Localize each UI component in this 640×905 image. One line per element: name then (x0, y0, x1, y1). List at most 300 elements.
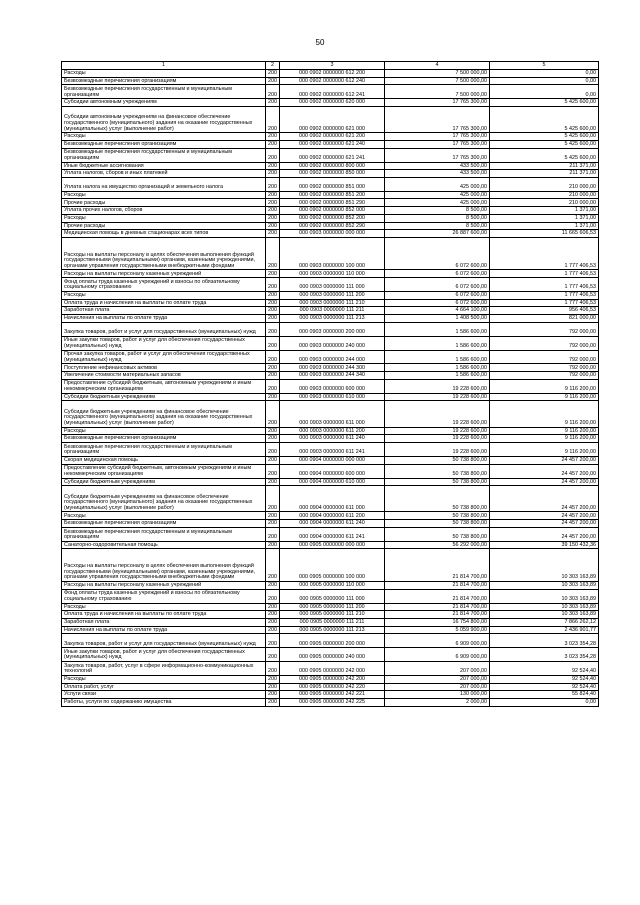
row-executed-amount: 792 000,00 (490, 364, 599, 372)
row-approved-amount: 16 754 800,00 (385, 618, 490, 626)
row-admin-code: 200 (266, 675, 280, 683)
table-row (62, 549, 599, 582)
row-budget-code: 000 0905 0000000 242 200 (280, 675, 385, 683)
row-executed-amount: 9 116 200,00 (490, 443, 599, 457)
row-budget-code: 000 0903 0000000 244 340 (280, 372, 385, 380)
row-budget-code: 000 0902 0000000 851 200 (280, 191, 385, 199)
row-name: Начисления на выплаты по оплате труда (62, 626, 266, 634)
row-admin-code: 200 (266, 520, 280, 528)
row-budget-code: 000 0903 0000000 111 210 (280, 299, 385, 307)
row-budget-code: 000 0902 0000000 621 240 (280, 140, 385, 148)
row-admin-code: 200 (266, 70, 280, 78)
row-approved-amount: 21 814 700,00 (385, 549, 490, 582)
row-name: Субсидии бюджетным учреждениям на финансовое обеспечение государственного (муниципального) задания на оказание государственных (муниципальных) услуг (выполнение работ) (62, 486, 266, 512)
table-row (62, 291, 599, 299)
row-budget-code: 000 0905 0000000 242 221 (280, 691, 385, 699)
row-admin-code: 200 (266, 527, 280, 541)
row-budget-code: 000 0904 0000000 600 000 (280, 464, 385, 478)
row-name: Санаторно-оздоровительная помощь (62, 541, 266, 549)
table-row (62, 191, 599, 199)
row-admin-code: 200 (266, 85, 280, 99)
row-approved-amount: 6 072 600,00 (385, 291, 490, 299)
row-budget-code: 000 0902 0000000 612 241 (280, 85, 385, 99)
table-row (62, 683, 599, 691)
table-row (62, 364, 599, 372)
row-executed-amount: 7 866 262,12 (490, 618, 599, 626)
row-budget-code: 000 0905 0000000 242 225 (280, 699, 385, 707)
row-name: Расходы (62, 427, 266, 435)
row-approved-amount: 6 909 000,00 (385, 634, 490, 648)
table-row (62, 177, 599, 191)
row-admin-code: 200 (266, 207, 280, 215)
table-row (62, 148, 599, 162)
row-name: Медицинская помощь в дневных стационарах всех типов (62, 230, 266, 238)
row-name: Закупка товаров, работ и услуг для государственных (муниципальных) нужд (62, 322, 266, 336)
table-row (62, 464, 599, 478)
row-executed-amount: 210 000,00 (490, 177, 599, 191)
row-admin-code: 200 (266, 315, 280, 323)
row-budget-code: 000 0905 0000000 111 200 (280, 603, 385, 611)
row-admin-code: 200 (266, 512, 280, 520)
table-row (62, 527, 599, 541)
row-approved-amount: 21 814 700,00 (385, 603, 490, 611)
row-executed-amount: 211 371,00 (490, 162, 599, 170)
row-budget-code: 000 0904 0000000 000 000 (280, 456, 385, 464)
table-row (62, 618, 599, 626)
row-approved-amount: 1 586 600,00 (385, 350, 490, 364)
row-admin-code: 200 (266, 603, 280, 611)
row-approved-amount: 8 500,00 (385, 222, 490, 230)
row-admin-code: 200 (266, 443, 280, 457)
row-budget-code: 000 0902 0000000 852 000 (280, 207, 385, 215)
row-name: Предоставление субсидий бюджетным, автономным учреждениям и иным некоммерческим организациям (62, 464, 266, 478)
row-budget-code: 000 0903 0000000 111 200 (280, 291, 385, 299)
row-executed-amount: 9 116 200,00 (490, 435, 599, 443)
table-row (62, 230, 599, 238)
table-row (62, 589, 599, 603)
row-admin-code: 200 (266, 589, 280, 603)
table-row (62, 611, 599, 619)
row-name: Оплата труда и начисления на выплаты по оплате труда (62, 611, 266, 619)
row-executed-amount: 210 000,00 (490, 199, 599, 207)
row-executed-amount: 1 777 406,53 (490, 278, 599, 292)
row-executed-amount: 24 457 200,00 (490, 512, 599, 520)
row-name: Субсидии бюджетным учреждениям (62, 393, 266, 401)
row-executed-amount: 1 777 406,53 (490, 291, 599, 299)
row-budget-code: 000 0905 0000000 200 000 (280, 634, 385, 648)
row-executed-amount: 5 425 600,00 (490, 148, 599, 162)
table-row (62, 350, 599, 364)
row-executed-amount: 39 150 432,36 (490, 541, 599, 549)
row-executed-amount: 10 303 163,89 (490, 589, 599, 603)
row-executed-amount: 10 303 163,89 (490, 549, 599, 582)
row-name: Закупка товаров, работ и услуг для государственных (муниципальных) нужд (62, 634, 266, 648)
row-approved-amount: 425 000,00 (385, 191, 490, 199)
row-admin-code: 200 (266, 291, 280, 299)
header-col-1: 1 (62, 62, 266, 70)
row-executed-amount: 0,00 (490, 85, 599, 99)
row-approved-amount: 1 586 600,00 (385, 364, 490, 372)
row-name: Расходы (62, 675, 266, 683)
row-approved-amount: 6 072 600,00 (385, 278, 490, 292)
row-executed-amount: 10 303 163,89 (490, 611, 599, 619)
row-budget-code: 000 0902 0000000 612 240 (280, 77, 385, 85)
row-admin-code: 200 (266, 486, 280, 512)
table-row (62, 626, 599, 634)
row-name: Оплата труда и начисления на выплаты по оплате труда (62, 299, 266, 307)
row-budget-code: 000 0902 0000000 620 000 (280, 99, 385, 107)
row-executed-amount: 5 425 600,00 (490, 99, 599, 107)
row-admin-code: 200 (266, 148, 280, 162)
table-row (62, 214, 599, 222)
row-name: Безвозмездные перечисления государственным и муниципальным организациям (62, 148, 266, 162)
row-budget-code: 000 0903 0000000 244 300 (280, 364, 385, 372)
header-col-5: 5 (490, 62, 599, 70)
table-row (62, 541, 599, 549)
table-row (62, 307, 599, 315)
row-approved-amount: 26 887 600,00 (385, 230, 490, 238)
row-name: Расходы на выплаты персоналу казенных учреждений (62, 581, 266, 589)
row-name: Предоставление субсидий бюджетным, автономным учреждениям и иным некоммерческим организациям (62, 379, 266, 393)
row-name: Безвозмездные перечисления государственным и муниципальным организациям (62, 527, 266, 541)
row-executed-amount: 11 665 606,53 (490, 230, 599, 238)
row-name: Иные закупки товаров, работ и услуг для обеспечения государственных (муниципальных) нужд (62, 648, 266, 662)
row-approved-amount: 50 738 800,00 (385, 478, 490, 486)
row-name: Расходы на выплаты персоналу казенных учреждений (62, 270, 266, 278)
table-row (62, 603, 599, 611)
row-name: Безвозмездные перечисления организациям (62, 77, 266, 85)
row-approved-amount: 1 586 600,00 (385, 336, 490, 350)
row-name: Работы, услуги по содержанию имущества (62, 699, 266, 707)
row-executed-amount: 0,00 (490, 699, 599, 707)
table-header-row (62, 62, 599, 70)
table-row (62, 379, 599, 393)
header-col-2: 2 (266, 62, 280, 70)
row-executed-amount: 24 457 200,00 (490, 478, 599, 486)
row-name: Расходы на выплаты персоналу в целях обеспечения выполнения функций государственными (муниципальными) органами, казенными учреждениями, органами управления государственными внебюджетными фондами (62, 549, 266, 582)
row-admin-code: 200 (266, 191, 280, 199)
row-budget-code: 000 0905 0000000 242 000 (280, 662, 385, 676)
row-executed-amount: 1 777 406,53 (490, 270, 599, 278)
row-executed-amount: 9 116 200,00 (490, 427, 599, 435)
table-row (62, 315, 599, 323)
row-admin-code: 200 (266, 237, 280, 270)
row-budget-code: 000 0905 0000000 111 213 (280, 626, 385, 634)
row-approved-amount: 56 292 000,00 (385, 541, 490, 549)
row-approved-amount: 1 586 600,00 (385, 322, 490, 336)
row-budget-code: 000 0903 0000000 611 240 (280, 435, 385, 443)
row-name: Иные бюджетные ассигнования (62, 162, 266, 170)
row-executed-amount: 92 524,40 (490, 683, 599, 691)
row-approved-amount: 433 500,00 (385, 162, 490, 170)
row-admin-code: 200 (266, 379, 280, 393)
table-row (62, 70, 599, 78)
table-row (62, 237, 599, 270)
row-admin-code: 200 (266, 435, 280, 443)
table-row (62, 486, 599, 512)
row-budget-code: 000 0902 0000000 800 000 (280, 162, 385, 170)
row-executed-amount: 1 371,00 (490, 214, 599, 222)
row-approved-amount: 17 765 300,00 (385, 106, 490, 132)
row-budget-code: 000 0904 0000000 610 000 (280, 478, 385, 486)
row-name: Начисления на выплаты по оплате труда (62, 315, 266, 323)
row-budget-code: 000 0903 0000000 110 000 (280, 270, 385, 278)
row-executed-amount: 24 457 200,00 (490, 464, 599, 478)
row-approved-amount: 17 765 300,00 (385, 140, 490, 148)
row-admin-code: 200 (266, 322, 280, 336)
row-budget-code: 000 0903 0000000 611 000 (280, 401, 385, 427)
row-name: Прочие расходы (62, 199, 266, 207)
row-approved-amount: 207 000,00 (385, 683, 490, 691)
row-executed-amount: 792 000,00 (490, 336, 599, 350)
row-approved-amount: 21 814 700,00 (385, 611, 490, 619)
row-admin-code: 200 (266, 77, 280, 85)
row-name: Расходы (62, 603, 266, 611)
row-executed-amount: 9 116 200,00 (490, 401, 599, 427)
row-approved-amount: 130 000,00 (385, 691, 490, 699)
row-budget-code: 000 0902 0000000 851 000 (280, 177, 385, 191)
row-budget-code: 000 0903 0000000 000 000 (280, 230, 385, 238)
row-budget-code: 000 0903 0000000 200 000 (280, 322, 385, 336)
table-row (62, 427, 599, 435)
row-name: Заработная плата (62, 618, 266, 626)
row-name: Безвозмездные перечисления организациям (62, 435, 266, 443)
row-admin-code: 200 (266, 464, 280, 478)
row-approved-amount: 7 500 000,00 (385, 70, 490, 78)
row-admin-code: 200 (266, 618, 280, 626)
row-approved-amount: 8 500,00 (385, 214, 490, 222)
row-admin-code: 200 (266, 364, 280, 372)
row-name: Уплата прочих налогов, сборов (62, 207, 266, 215)
row-executed-amount: 210 000,00 (490, 191, 599, 199)
row-approved-amount: 50 738 800,00 (385, 512, 490, 520)
row-budget-code: 000 0903 0000000 111 213 (280, 315, 385, 323)
table-row (62, 299, 599, 307)
row-budget-code: 000 0902 0000000 851 290 (280, 199, 385, 207)
row-budget-code: 000 0905 0000000 242 220 (280, 683, 385, 691)
table-row (62, 435, 599, 443)
row-executed-amount: 792 000,00 (490, 372, 599, 380)
row-name: Увеличение стоимости материальных запасов (62, 372, 266, 380)
row-admin-code: 200 (266, 541, 280, 549)
table-row (62, 278, 599, 292)
table-row (62, 520, 599, 528)
row-approved-amount: 5 059 900,00 (385, 626, 490, 634)
row-executed-amount: 1 371,00 (490, 222, 599, 230)
table-row (62, 456, 599, 464)
row-admin-code: 200 (266, 372, 280, 380)
row-approved-amount: 21 814 700,00 (385, 581, 490, 589)
table-row (62, 85, 599, 99)
row-name: Безвозмездные перечисления организациям (62, 520, 266, 528)
row-name: Расходы (62, 133, 266, 141)
row-admin-code: 200 (266, 106, 280, 132)
row-approved-amount: 6 072 600,00 (385, 270, 490, 278)
row-executed-amount: 2 436 901,77 (490, 626, 599, 634)
row-budget-code: 000 0905 0000000 000 000 (280, 541, 385, 549)
table-row (62, 393, 599, 401)
row-approved-amount: 17 765 300,00 (385, 133, 490, 141)
row-executed-amount: 24 457 200,00 (490, 520, 599, 528)
table-row (62, 77, 599, 85)
row-name: Расходы (62, 191, 266, 199)
row-budget-code: 000 0904 0000000 611 241 (280, 527, 385, 541)
row-approved-amount: 19 228 600,00 (385, 401, 490, 427)
row-admin-code: 200 (266, 299, 280, 307)
row-approved-amount: 207 000,00 (385, 675, 490, 683)
table-row (62, 99, 599, 107)
row-budget-code: 000 0903 0000000 611 200 (280, 427, 385, 435)
row-executed-amount: 3 023 354,28 (490, 648, 599, 662)
row-admin-code: 200 (266, 634, 280, 648)
table-row (62, 401, 599, 427)
row-approved-amount: 17 765 300,00 (385, 148, 490, 162)
row-admin-code: 200 (266, 401, 280, 427)
row-budget-code: 000 0902 0000000 621 000 (280, 106, 385, 132)
row-admin-code: 200 (266, 199, 280, 207)
row-executed-amount: 9 116 200,00 (490, 393, 599, 401)
row-budget-code: 000 0903 0000000 611 241 (280, 443, 385, 457)
budget-execution-table (61, 61, 599, 707)
row-name: Фонд оплаты труда казенных учреждений и взносы по обязательному социальному страхованию (62, 278, 266, 292)
row-budget-code: 000 0905 0000000 111 211 (280, 618, 385, 626)
row-budget-code: 000 0905 0000000 110 000 (280, 581, 385, 589)
header-col-4: 4 (385, 62, 490, 70)
row-budget-code: 000 0905 0000000 111 000 (280, 589, 385, 603)
table-row (62, 372, 599, 380)
row-executed-amount: 9 116 200,00 (490, 379, 599, 393)
table-row (62, 222, 599, 230)
page-number: 50 (315, 38, 325, 47)
row-executed-amount: 24 457 200,00 (490, 456, 599, 464)
row-budget-code: 000 0902 0000000 621 241 (280, 148, 385, 162)
row-approved-amount: 17 765 300,00 (385, 99, 490, 107)
table-row (62, 675, 599, 683)
row-executed-amount: 5 425 600,00 (490, 106, 599, 132)
row-executed-amount: 10 303 163,89 (490, 603, 599, 611)
row-executed-amount: 10 303 163,89 (490, 581, 599, 589)
row-approved-amount: 7 500 000,00 (385, 77, 490, 85)
row-name: Прочая закупка товаров, работ и услуг для обеспечения государственных (муниципальных) нужд (62, 350, 266, 364)
row-budget-code: 000 0905 0000000 100 000 (280, 549, 385, 582)
row-name: Фонд оплаты труда казенных учреждений и взносы по обязательному социальному страхованию (62, 589, 266, 603)
row-admin-code: 200 (266, 133, 280, 141)
row-admin-code: 200 (266, 549, 280, 582)
row-name: Субсидии автономным учреждениям на финансовое обеспечение государственного (муниципального) задания на оказание государственных (муниципальных) услуг (выполнение работ) (62, 106, 266, 132)
table-row (62, 133, 599, 141)
row-executed-amount: 792 000,00 (490, 322, 599, 336)
table-row (62, 207, 599, 215)
row-admin-code: 200 (266, 99, 280, 107)
row-name: Заработная плата (62, 307, 266, 315)
row-name: Расходы (62, 512, 266, 520)
header-col-3: 3 (280, 62, 385, 70)
table-row (62, 322, 599, 336)
row-admin-code: 200 (266, 214, 280, 222)
row-executed-amount: 55 824,40 (490, 691, 599, 699)
row-name: Иные закупки товаров, работ и услуг для обеспечения государственных (муниципальных) нужд (62, 336, 266, 350)
row-approved-amount: 425 000,00 (385, 177, 490, 191)
row-admin-code: 200 (266, 581, 280, 589)
row-budget-code: 000 0903 0000000 244 000 (280, 350, 385, 364)
row-name: Расходы на выплаты персоналу в целях обеспечения выполнения функций государственными (муниципальными) органами, казенными учреждениями, органами управления государственными внебюджетными фондами (62, 237, 266, 270)
row-name: Услуги связи (62, 691, 266, 699)
row-executed-amount: 956 406,53 (490, 307, 599, 315)
row-name: Оплата работ, услуг (62, 683, 266, 691)
row-approved-amount: 1 586 600,00 (385, 372, 490, 380)
row-name: Субсидии автономным учреждениям (62, 99, 266, 107)
row-approved-amount: 19 228 600,00 (385, 379, 490, 393)
table-row (62, 634, 599, 648)
row-approved-amount: 19 228 600,00 (385, 435, 490, 443)
table-row (62, 512, 599, 520)
row-name: Безвозмездные перечисления организациям (62, 140, 266, 148)
row-name: Субсидии бюджетным учреждениям (62, 478, 266, 486)
row-executed-amount: 5 425 600,00 (490, 133, 599, 141)
row-executed-amount: 92 524,40 (490, 675, 599, 683)
row-name: Уплата налогов, сборов и иных платежей (62, 170, 266, 178)
row-budget-code: 000 0903 0000000 610 000 (280, 393, 385, 401)
row-budget-code: 000 0902 0000000 612 200 (280, 70, 385, 78)
row-budget-code: 000 0904 0000000 611 240 (280, 520, 385, 528)
row-executed-amount: 92 524,40 (490, 662, 599, 676)
row-name: Поступление нефинансовых активов (62, 364, 266, 372)
row-approved-amount: 4 664 100,00 (385, 307, 490, 315)
row-executed-amount: 792 000,00 (490, 350, 599, 364)
row-executed-amount: 24 457 200,00 (490, 486, 599, 512)
row-budget-code: 000 0902 0000000 850 000 (280, 170, 385, 178)
row-executed-amount: 24 457 200,00 (490, 527, 599, 541)
row-budget-code: 000 0902 0000000 852 290 (280, 222, 385, 230)
row-approved-amount: 2 000,00 (385, 699, 490, 707)
table-row (62, 140, 599, 148)
row-executed-amount: 0,00 (490, 77, 599, 85)
row-approved-amount: 50 738 800,00 (385, 520, 490, 528)
row-approved-amount: 21 814 700,00 (385, 589, 490, 603)
row-approved-amount: 19 228 600,00 (385, 443, 490, 457)
row-budget-code: 000 0902 0000000 621 200 (280, 133, 385, 141)
row-budget-code: 000 0902 0000000 852 200 (280, 214, 385, 222)
row-name: Прочие расходы (62, 222, 266, 230)
row-budget-code: 000 0903 0000000 600 000 (280, 379, 385, 393)
row-admin-code: 200 (266, 230, 280, 238)
row-name: Закупка товаров, работ, услуг в сфере информационно-коммуникационных технологий (62, 662, 266, 676)
row-approved-amount: 6 072 600,00 (385, 299, 490, 307)
row-name: Расходы (62, 214, 266, 222)
table-body (62, 70, 599, 707)
row-admin-code: 200 (266, 699, 280, 707)
row-admin-code: 200 (266, 478, 280, 486)
row-budget-code: 000 0905 0000000 240 000 (280, 648, 385, 662)
table-row (62, 336, 599, 350)
row-executed-amount: 0,00 (490, 70, 599, 78)
row-admin-code: 200 (266, 427, 280, 435)
row-budget-code: 000 0903 0000000 111 000 (280, 278, 385, 292)
row-budget-code: 000 0904 0000000 611 200 (280, 512, 385, 520)
row-budget-code: 000 0903 0000000 240 000 (280, 336, 385, 350)
row-executed-amount: 1 777 406,53 (490, 237, 599, 270)
row-admin-code: 200 (266, 648, 280, 662)
table-row (62, 581, 599, 589)
table-row (62, 270, 599, 278)
row-admin-code: 200 (266, 456, 280, 464)
table-row (62, 106, 599, 132)
row-admin-code: 200 (266, 350, 280, 364)
row-approved-amount: 50 738 800,00 (385, 486, 490, 512)
row-name: Скорая медицинская помощь (62, 456, 266, 464)
row-approved-amount: 50 738 800,00 (385, 527, 490, 541)
row-admin-code: 200 (266, 683, 280, 691)
